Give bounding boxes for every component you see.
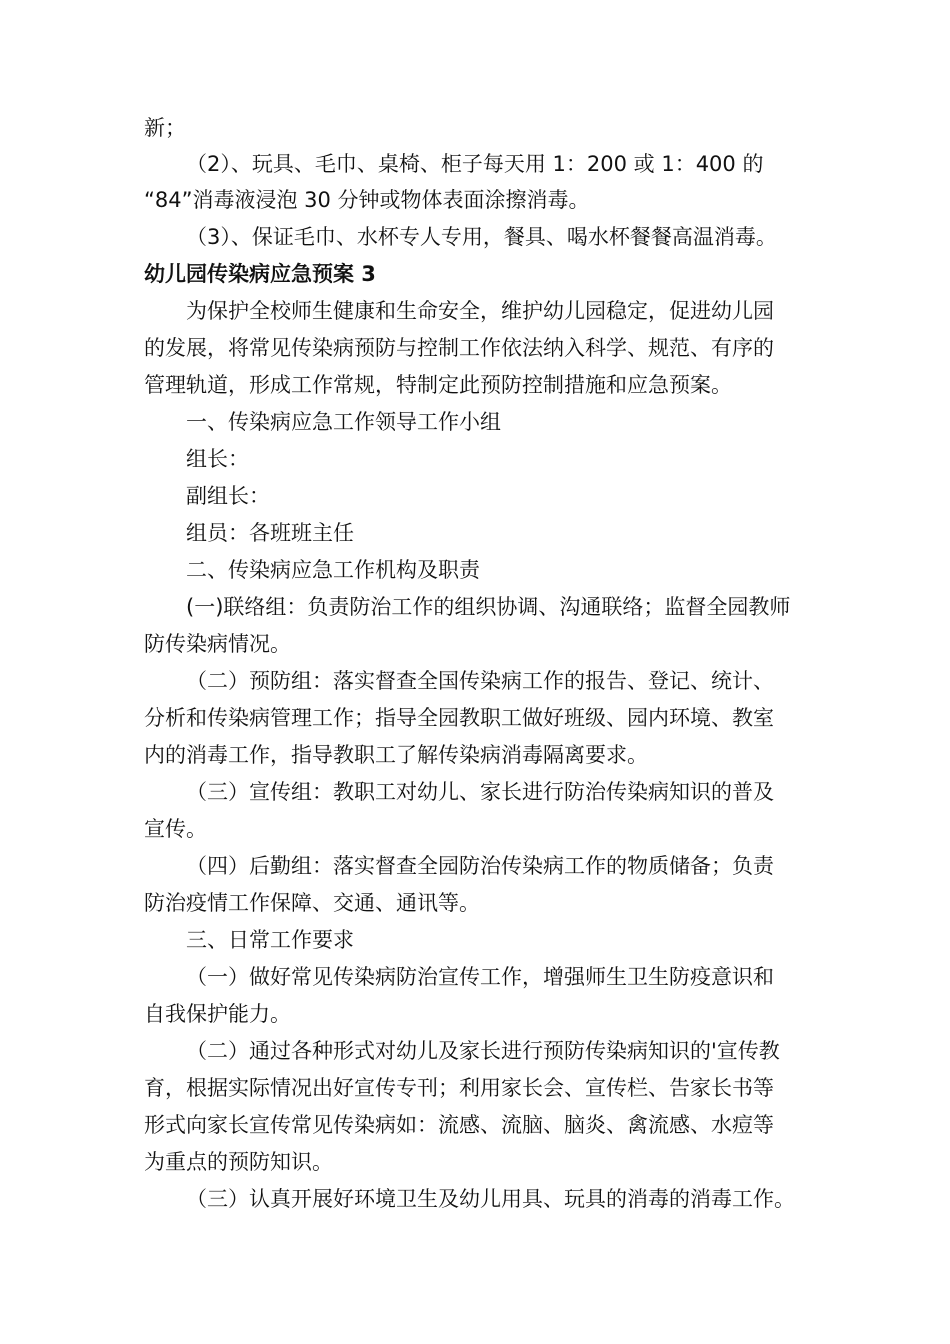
text-line: 宣传。 [144,817,207,841]
section-heading: 幼儿园传染病应急预案 3 [144,262,376,286]
text-line: “84”消毒液浸泡 30 分钟或物体表面涂擦消毒。 [144,188,590,212]
text-line: （一）做好常见传染病防治宣传工作，增强师生卫生防疫意识和 [186,965,774,989]
text-line: 防传染病情况。 [144,632,291,656]
text-line: （二）通过各种形式对幼儿及家长进行预防传染病知识的'宣传教 [186,1039,780,1063]
text-line: 副组长： [186,484,270,508]
text-line: （二）预防组：落实督查全国传染病工作的报告、登记、统计、 [186,669,774,693]
text-line: 自我保护能力。 [144,1002,291,1026]
text-line: 三、日常工作要求 [186,928,354,952]
text-line: 形式向家长宣传常见传染病如：流感、流脑、脑炎、禽流感、水痘等 [144,1113,774,1137]
text-line: 育，根据实际情况出好宣传专刊；利用家长会、宣传栏、告家长书等 [144,1076,774,1100]
text-line: 组员：各班班主任 [186,521,354,545]
text-line: 分析和传染病管理工作；指导全园教职工做好班级、园内环境、教室 [144,706,774,730]
text-line: 防治疫情工作保障、交通、通讯等。 [144,891,480,915]
text-line: 一、传染病应急工作领导工作小组 [186,410,501,434]
text-line: 管理轨道，形成工作常规，特制定此预防控制措施和应急预案。 [144,373,732,397]
text-line: （四）后勤组：落实督查全园防治传染病工作的物质储备；负责 [186,854,774,878]
text-line: (一)联络组：负责防治工作的组织协调、沟通联络；监督全园教师 [186,595,791,619]
text-line: （2）、玩具、毛巾、桌椅、柜子每天用 1：200 或 1：400 的 [186,152,764,176]
text-line: 为重点的预防知识。 [144,1150,333,1174]
text-line: （三）宣传组：教职工对幼儿、家长进行防治传染病知识的普及 [186,780,774,804]
text-line: 的发展，将常见传染病预防与控制工作依法纳入科学、规范、有序的 [144,336,774,360]
text-line: 组长： [186,447,249,471]
text-line: 内的消毒工作，指导教职工了解传染病消毒隔离要求。 [144,743,648,767]
text-line: 为保护全校师生健康和生命安全，维护幼儿园稳定，促进幼儿园 [186,299,774,323]
text-line: 新； [144,116,186,140]
text-line: （3）、保证毛巾、水杯专人专用，餐具、喝水杯餐餐高温消毒。 [186,225,777,249]
text-line: （三）认真开展好环境卫生及幼儿用具、玩具的消毒的消毒工作。 [186,1187,795,1211]
text-line: 二、传染病应急工作机构及职责 [186,558,480,582]
